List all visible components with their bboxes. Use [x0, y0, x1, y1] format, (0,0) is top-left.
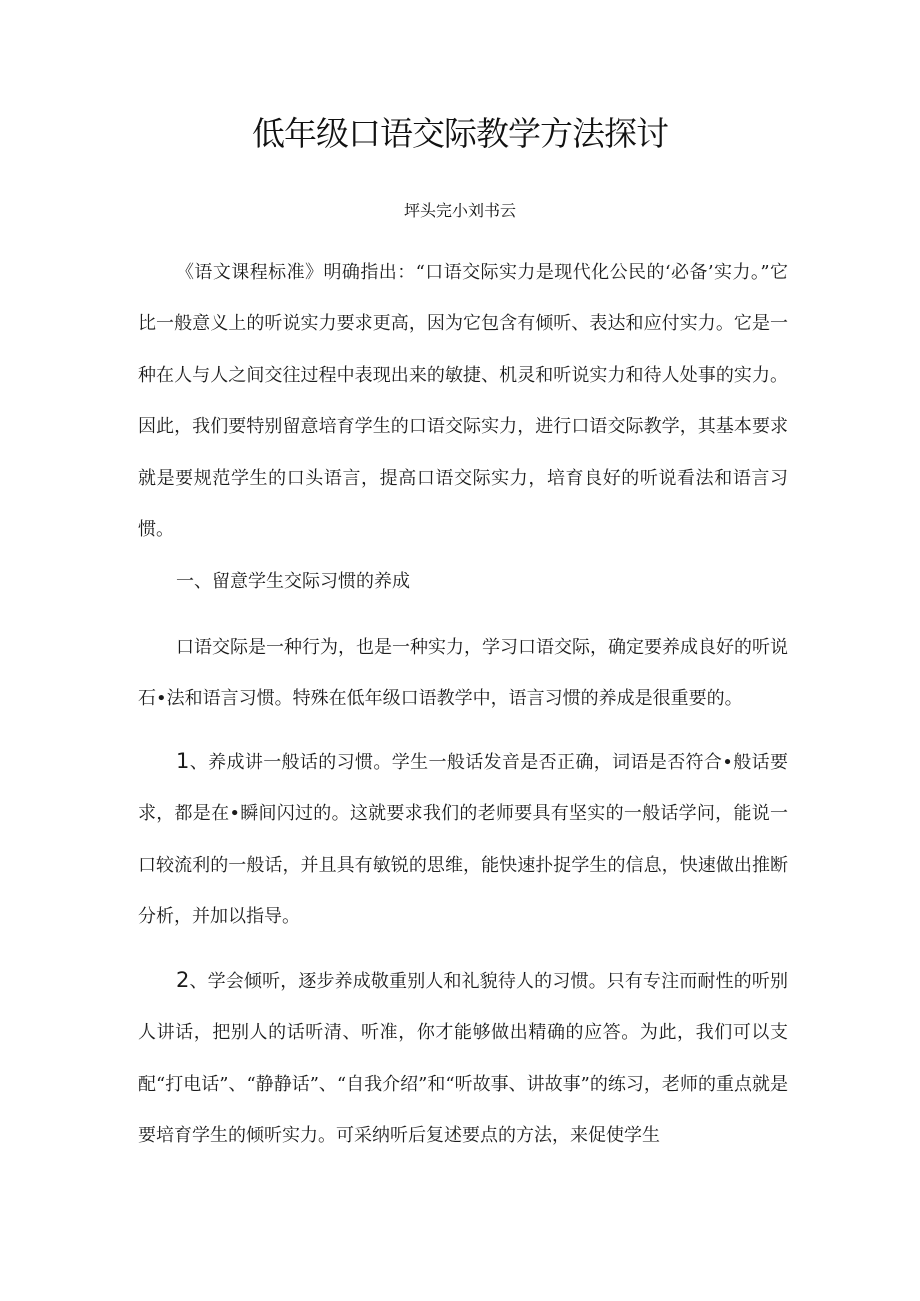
section-heading-1: 一、留意学生交际习惯的养成: [176, 571, 410, 592]
list-item-2: [138, 955, 788, 1162]
document-title: 低年级口语交际教学方法探讨: [252, 114, 668, 153]
list-item-1-number: 1: [176, 749, 190, 773]
list-item-2-number: 2: [176, 968, 190, 992]
intro-paragraph: 《语文课程标准》明确指出：“口语交际实力是现代化公民的‘必备’实力。”它比一般意义上的听说实力要求更高，因为它包含有倾听、表达和应付实力。它是一种在人与人之间交往过程中表现出来的敏捷、机灵和听说实力和待人处事的实力。因此，我们要特别留意培育学生的口语交际实力，进行口语交际教学，其基本要求就是要规范学生的口头语言，提高口语交际实力，培育良好的听说看法和语言习惯。: [138, 262, 788, 541]
list-item-1-text: 、养成讲一般话的习惯。学生一般话发音是否正确，词语是否符合•般话要求，都是在•瞬间闪过的。这就要求我们的老师要具有坚实的一般话学问，能说一口较流利的一般话，并且具有敏锐的思维，能快速扑捉学生的信息，快速做出推断分析，并加以指导。: [138, 752, 788, 928]
list-item-1: [138, 736, 788, 943]
list-item-2-text: 、学会倾听，逐步养成敬重别人和礼貌待人的习惯。只有专注而耐性的听别人讲话，把别人的话听清、听准，你才能够做出精确的应答。为此，我们可以支配“打电话”、“静静话”、“自我介绍”和“听故事、讲故事”的练习，老师的重点就是要培育学生的倾听实力。可采纳听后复述要点的方法，来促使学生: [138, 971, 788, 1147]
author-line: 坪头完小刘书云: [403, 201, 516, 220]
section1-intro-paragraph: 口语交际是一种行为，也是一种实力，学习口语交际，确定要养成良好的听说石•法和语言习惯。特殊在低年级口语教学中，语言习惯的养成是很重要的。: [138, 637, 788, 710]
